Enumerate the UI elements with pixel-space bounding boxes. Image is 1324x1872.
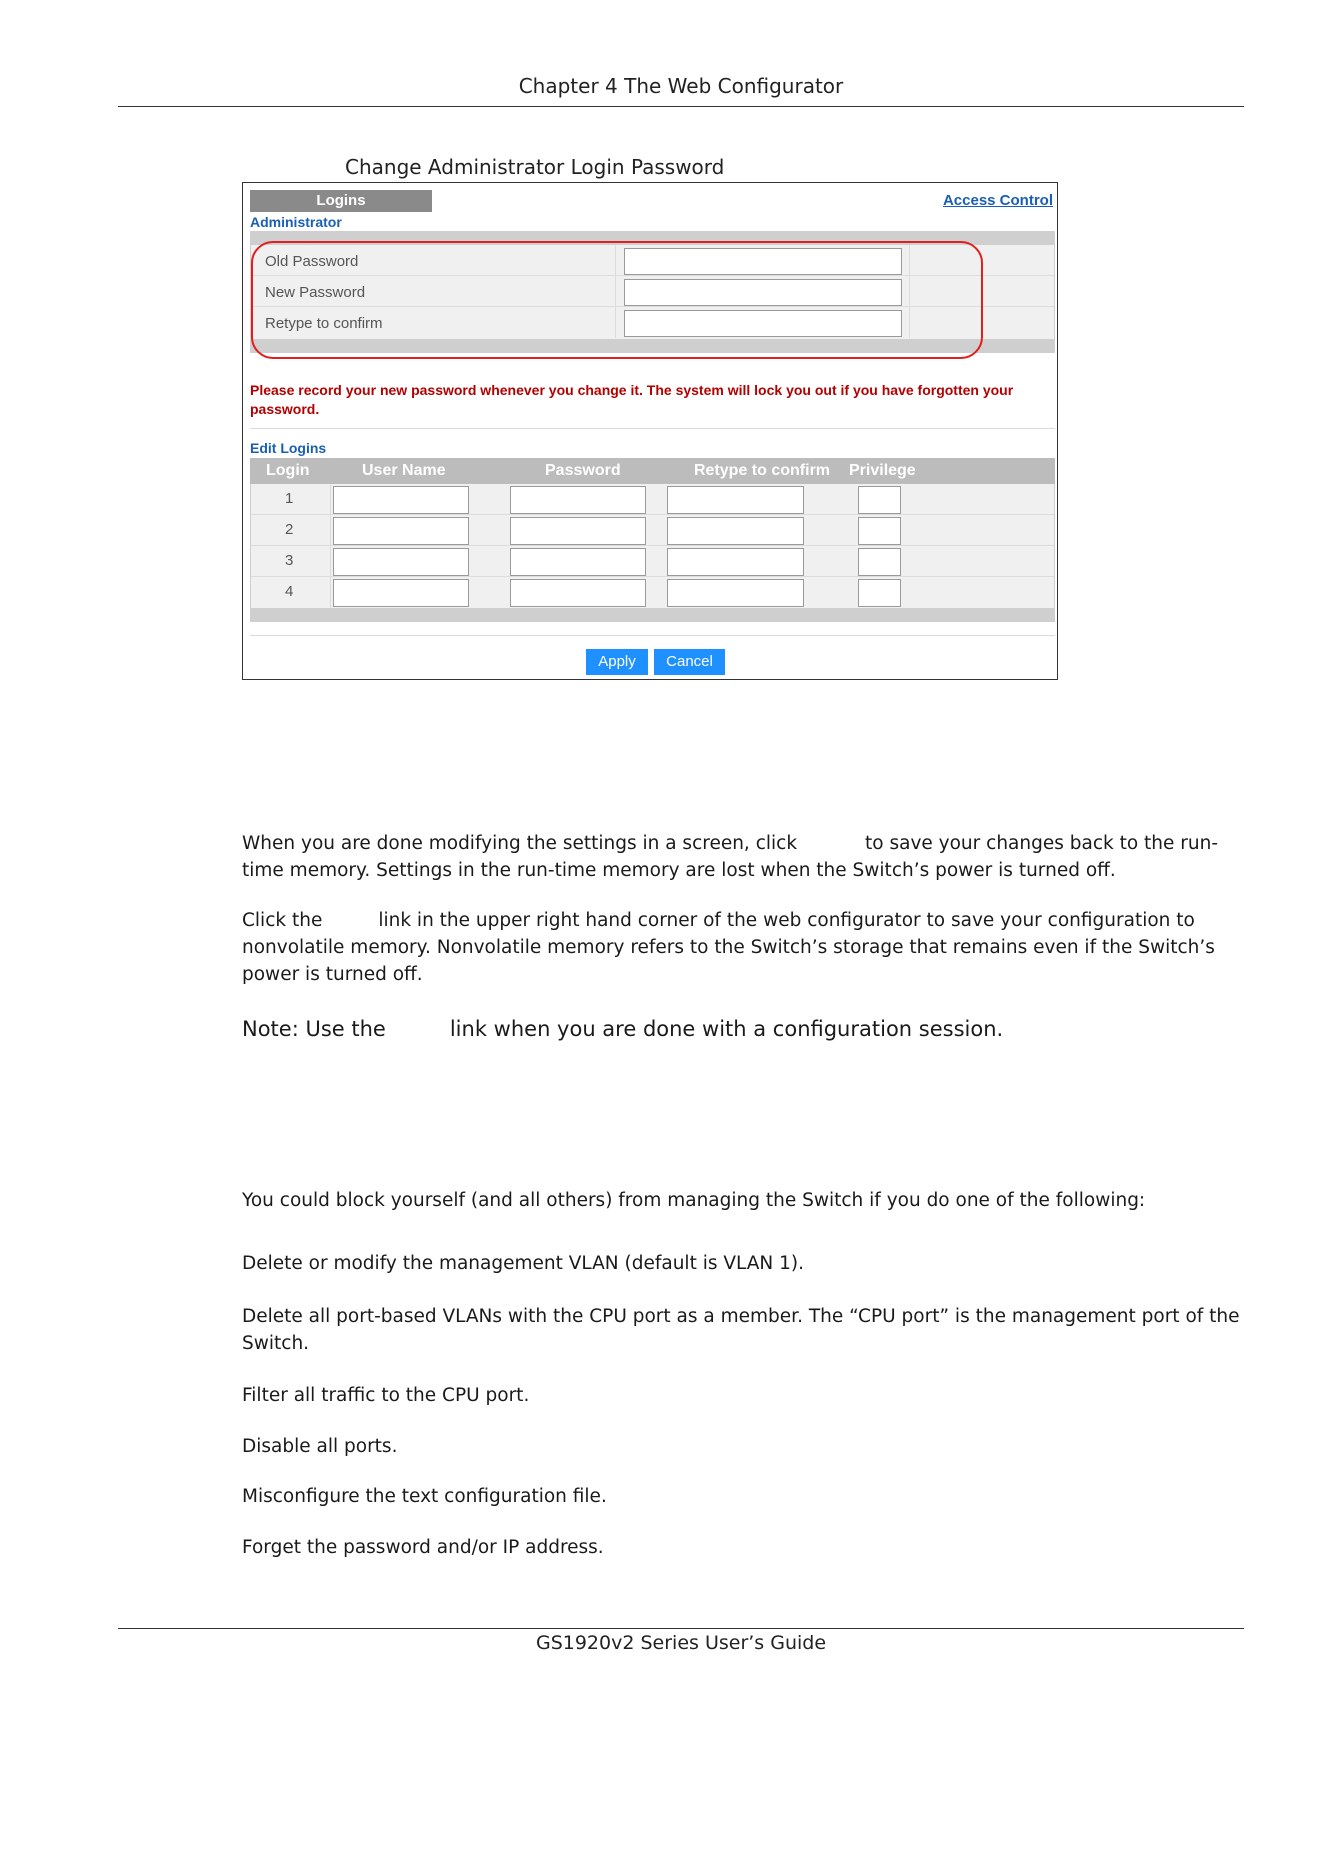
- edit-logins-rows: [250, 484, 1055, 608]
- list-item: Forget the password and/or IP address.: [242, 1537, 604, 1558]
- access-control-link[interactable]: Access Control: [942, 192, 1053, 209]
- edit-logins-heading: Edit Logins: [250, 440, 327, 456]
- login-index: 4: [285, 583, 294, 600]
- table-row: [251, 515, 1054, 546]
- login-index: 2: [285, 521, 294, 538]
- paragraph-lockout-intro: You could block yourself (and all others) from managing the Switch if you do one of the following:: [242, 1190, 1146, 1211]
- privilege-field[interactable]: [858, 579, 901, 607]
- section-divider: [250, 635, 1055, 636]
- user-name-field[interactable]: [333, 548, 469, 576]
- column-header-privilege: Privilege: [849, 462, 916, 479]
- note-text: link when you are done with a configuration session.: [449, 1017, 1004, 1041]
- old-password-label: Old Password: [265, 253, 359, 270]
- edit-logins-footer-bar: [250, 608, 1055, 622]
- cancel-button[interactable]: Cancel: [654, 649, 725, 675]
- retype-field[interactable]: [667, 517, 804, 545]
- paragraph-apply: [242, 830, 1248, 884]
- user-name-field[interactable]: [333, 579, 469, 607]
- paragraph-text: When you are done modifying the settings in a screen, click: [242, 833, 798, 854]
- retype-field[interactable]: [667, 579, 804, 607]
- paragraph-text: link in the upper right hand corner of the web configurator to save your configuration to nonvolatile memory. Nonvolatile memory refers to the Switch’s storage that remains even if the Switch’s power is turned off.: [242, 910, 1215, 985]
- list-item: Misconfigure the text configuration file.: [242, 1486, 607, 1507]
- note-logout: [242, 1015, 1248, 1043]
- figure-caption: Change Administrator Login Password: [345, 155, 725, 179]
- column-divider: [330, 484, 331, 515]
- password-field[interactable]: [510, 517, 646, 545]
- column-divider: [330, 577, 331, 608]
- column-divider: [330, 515, 331, 546]
- new-password-label: New Password: [265, 284, 366, 301]
- password-warning: Please record your new password whenever you change it. The system will lock you out if you have forgotten your password.: [250, 382, 1014, 417]
- header-rule: [118, 106, 1244, 107]
- paragraph-text: Click the: [242, 910, 323, 931]
- column-header-password: Password: [545, 462, 621, 479]
- user-name-field[interactable]: [333, 517, 469, 545]
- retype-field[interactable]: [667, 486, 804, 514]
- page-footer: GS1920v2 Series User’s Guide: [535, 1632, 827, 1654]
- privilege-field[interactable]: [858, 486, 901, 514]
- list-item: Disable all ports.: [242, 1436, 398, 1457]
- password-field[interactable]: [510, 579, 646, 607]
- retype-field[interactable]: [667, 548, 804, 576]
- password-field[interactable]: [510, 486, 646, 514]
- column-header-retype: Retype to confirm: [694, 462, 831, 479]
- page-header: Chapter 4 The Web Configurator: [518, 74, 844, 98]
- apply-button[interactable]: Apply: [586, 649, 648, 675]
- retype-password-label: Retype to confirm: [265, 315, 383, 332]
- list-item: Delete or modify the management VLAN (default is VLAN 1).: [242, 1253, 805, 1274]
- table-row: [251, 546, 1054, 577]
- logins-screen-figure: [242, 182, 1058, 680]
- list-item: Filter all traffic to the CPU port.: [242, 1385, 530, 1406]
- table-row: [251, 484, 1054, 515]
- paragraph-text: to save your changes back to the run-time memory. Settings in the run-time memory are lost when the Switch’s power is turned off.: [242, 833, 1219, 881]
- note-text: Note: Use the: [242, 1017, 386, 1041]
- tab-logins[interactable]: Logins: [250, 190, 432, 212]
- column-divider: [330, 546, 331, 577]
- column-header-login: Login: [266, 462, 310, 479]
- user-name-field[interactable]: [333, 486, 469, 514]
- paragraph-save: [242, 907, 1248, 988]
- column-header-user-name: User Name: [362, 462, 446, 479]
- edit-logins-header: [250, 458, 1055, 484]
- highlight-oval: [251, 241, 983, 359]
- section-divider: [250, 428, 1055, 429]
- login-index: 1: [285, 490, 294, 507]
- privilege-field[interactable]: [858, 548, 901, 576]
- password-field[interactable]: [510, 548, 646, 576]
- login-index: 3: [285, 552, 294, 569]
- list-item: Delete all port-based VLANs with the CPU port as a member. The “CPU port” is the management port of the Switch.: [242, 1306, 1240, 1354]
- privilege-field[interactable]: [858, 517, 901, 545]
- table-row: [251, 577, 1054, 608]
- administrator-heading: Administrator: [250, 214, 342, 230]
